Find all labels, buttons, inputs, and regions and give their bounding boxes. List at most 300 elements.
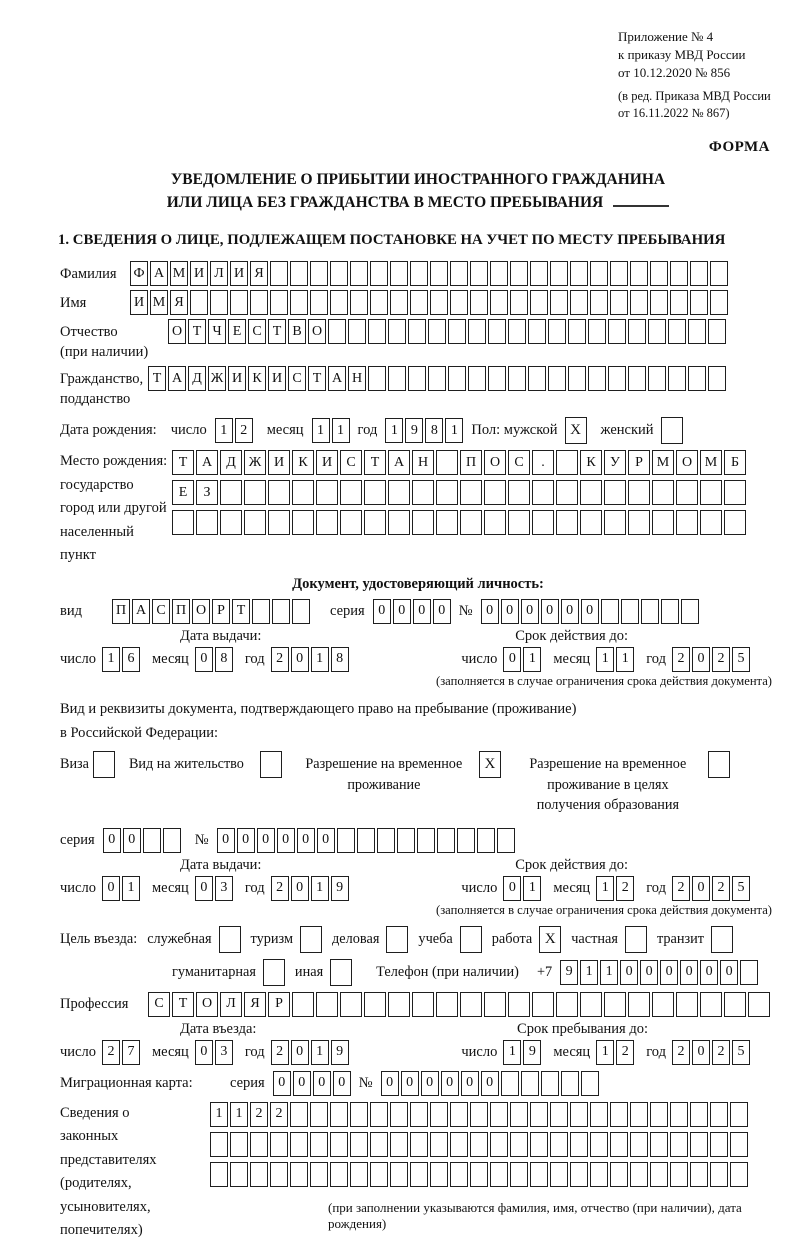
char-cell: 0 <box>581 599 599 624</box>
char-cell <box>730 1132 748 1157</box>
char-cell: Д <box>220 450 242 475</box>
char-cell: О <box>676 450 698 475</box>
expiry-month-boxes[interactable] <box>596 647 634 672</box>
char-cell <box>590 1162 608 1187</box>
char-cell: 0 <box>640 960 658 985</box>
purpose-humanitarian-checkbox[interactable] <box>263 959 285 986</box>
char-cell <box>316 510 338 535</box>
char-cell <box>430 1132 448 1157</box>
char-cell <box>532 992 554 1017</box>
birthplace-labels: Место рождения: государство город или другой населенный пункт <box>60 453 168 564</box>
char-cell: 8 <box>215 647 233 672</box>
char-cell <box>724 992 746 1017</box>
purpose-business-label: деловая <box>332 930 380 947</box>
char-cell <box>508 319 526 344</box>
char-cell: Н <box>348 366 366 391</box>
month-label: месяц <box>151 650 189 667</box>
appendix-line: Приложение № 4 <box>618 29 714 44</box>
edition-line: от 16.11.2022 № 867) <box>618 106 730 121</box>
char-cell: 0 <box>297 828 315 853</box>
char-cell: 2 <box>672 876 690 901</box>
purpose-private-checkbox[interactable] <box>625 926 647 953</box>
entry-date-headings <box>60 1021 776 1038</box>
char-cell <box>364 480 386 505</box>
char-cell <box>652 510 674 535</box>
representatives-footnote: (при заполнении указываются фамилия, имя, отчество (при наличии), дата рождения) <box>328 1199 742 1231</box>
char-cell <box>581 1071 599 1096</box>
char-cell: Т <box>172 450 194 475</box>
purpose-work-label: работа <box>491 930 533 947</box>
char-cell <box>630 1132 648 1157</box>
citizenship-row <box>60 366 776 409</box>
form-title-line1: УВЕДОМЛЕНИЕ О ПРИБЫТИИ ИНОСТРАННОГО ГРАЖДАНИНА <box>170 170 666 188</box>
phone-prefix: +7 <box>536 963 553 980</box>
char-cell: С <box>288 366 306 391</box>
name-label: Имя <box>60 295 87 312</box>
residence-issue-day-boxes[interactable] <box>102 876 140 901</box>
char-cell: 1 <box>312 418 330 443</box>
entry-day-boxes[interactable] <box>102 1040 140 1065</box>
char-cell: 1 <box>215 418 233 443</box>
form-title-line2: ИЛИ ЛИЦА БЕЗ ГРАЖДАНСТВА В МЕСТО ПРЕБЫВАНИЯ <box>60 191 776 214</box>
char-cell: 2 <box>616 876 634 901</box>
doc-number-boxes[interactable] <box>481 599 699 624</box>
birthplace-row-3[interactable] <box>172 510 746 535</box>
issue-month-boxes[interactable] <box>195 647 233 672</box>
residence-permit-checkbox[interactable] <box>260 751 282 778</box>
char-cell <box>580 992 602 1017</box>
char-cell <box>508 480 530 505</box>
purpose-humanitarian-label: гуманитарная <box>172 963 256 980</box>
patronymic-label: Отчество (при наличии) <box>60 324 149 360</box>
purpose-row-2 <box>172 959 776 986</box>
char-cell <box>570 290 588 315</box>
residence-series-label: серия <box>60 831 95 848</box>
char-cell <box>730 1162 748 1187</box>
char-cell <box>270 1162 288 1187</box>
char-cell <box>310 290 328 315</box>
char-cell: 0 <box>461 1071 479 1096</box>
char-cell: 2 <box>712 876 730 901</box>
validity-note: (заполняется в случае ограничения срока действия документа) <box>436 673 772 688</box>
residence-issue-month-boxes[interactable] <box>195 876 233 901</box>
char-cell: 2 <box>672 1040 690 1065</box>
migration-card-label: Миграционная карта: <box>60 1074 193 1091</box>
char-cell: Т <box>232 599 250 624</box>
year-label: год <box>244 650 265 667</box>
char-cell <box>580 480 602 505</box>
residence-issue-year-boxes[interactable] <box>271 876 349 901</box>
surname-boxes[interactable] <box>130 261 728 286</box>
char-cell <box>641 599 659 624</box>
char-cell <box>676 510 698 535</box>
char-cell: 1 <box>523 876 541 901</box>
char-cell: 0 <box>413 599 431 624</box>
char-cell <box>350 290 368 315</box>
year-label: год <box>646 1043 666 1060</box>
char-cell: Р <box>628 450 650 475</box>
char-cell <box>648 366 666 391</box>
char-cell: 0 <box>273 1071 291 1096</box>
char-cell <box>316 480 338 505</box>
residence-number-boxes[interactable] <box>217 828 515 853</box>
char-cell: 0 <box>441 1071 459 1096</box>
char-cell: Я <box>244 992 266 1017</box>
char-cell: А <box>388 450 410 475</box>
char-cell <box>368 319 386 344</box>
char-cell <box>681 599 699 624</box>
char-cell: 9 <box>331 1040 349 1065</box>
char-cell <box>252 599 270 624</box>
entry-date-heading: Дата въезда: <box>180 1020 257 1037</box>
char-cell: 2 <box>271 647 289 672</box>
residence-expiry-day-boxes[interactable] <box>503 876 541 901</box>
doc-series-boxes[interactable] <box>373 599 451 624</box>
char-cell: К <box>292 450 314 475</box>
char-cell <box>580 510 602 535</box>
char-cell: 0 <box>291 876 309 901</box>
profession-label: Профессия <box>60 995 129 1012</box>
char-cell: К <box>248 366 266 391</box>
char-cell: И <box>268 366 286 391</box>
char-cell <box>292 510 314 535</box>
expiry-year-boxes[interactable] <box>672 647 750 672</box>
char-cell <box>628 510 650 535</box>
entry-month-boxes[interactable] <box>195 1040 233 1065</box>
char-cell <box>630 290 648 315</box>
char-cell <box>588 366 606 391</box>
migcard-number-boxes[interactable] <box>381 1071 599 1096</box>
char-cell <box>590 290 608 315</box>
residence-series-boxes[interactable] <box>103 828 181 853</box>
entry-year-boxes[interactable] <box>271 1040 349 1065</box>
char-cell: С <box>148 992 170 1017</box>
char-cell <box>410 1162 428 1187</box>
month-label: месяц <box>553 1043 591 1060</box>
char-cell: 5 <box>732 647 750 672</box>
char-cell: А <box>132 599 150 624</box>
char-cell <box>610 1102 628 1127</box>
char-cell: 5 <box>732 876 750 901</box>
char-cell <box>410 261 428 286</box>
char-cell <box>350 1162 368 1187</box>
char-cell <box>388 480 410 505</box>
char-cell <box>412 992 434 1017</box>
char-cell <box>470 290 488 315</box>
char-cell <box>604 480 626 505</box>
char-cell: 3 <box>215 876 233 901</box>
doc-kind-boxes[interactable] <box>112 599 310 624</box>
birth-month-boxes[interactable] <box>312 418 350 443</box>
char-cell <box>510 261 528 286</box>
residence-permit-option <box>129 751 282 778</box>
char-cell: 0 <box>195 1040 213 1065</box>
char-cell <box>340 480 362 505</box>
char-cell: И <box>230 261 248 286</box>
char-cell <box>561 1071 579 1096</box>
char-cell <box>330 1102 348 1127</box>
char-cell: 0 <box>277 828 295 853</box>
char-cell: 0 <box>291 1040 309 1065</box>
identity-doc-row <box>60 599 776 624</box>
char-cell <box>196 510 218 535</box>
char-cell: 0 <box>561 599 579 624</box>
char-cell: 0 <box>401 1071 419 1096</box>
char-cell: 0 <box>700 960 718 985</box>
char-cell: 2 <box>271 876 289 901</box>
temp-permit-edu-checkbox[interactable] <box>708 751 730 778</box>
char-cell <box>340 992 362 1017</box>
char-cell: Т <box>268 319 286 344</box>
char-cell <box>690 261 708 286</box>
year-label: год <box>646 879 666 896</box>
char-cell <box>350 261 368 286</box>
char-cell <box>590 1102 608 1127</box>
char-cell <box>700 510 722 535</box>
char-cell: Д <box>188 366 206 391</box>
residence-number-label: № <box>194 831 209 848</box>
residence-expiry-month-boxes[interactable] <box>596 876 634 901</box>
char-cell <box>604 992 626 1017</box>
phone-boxes[interactable] <box>560 960 758 985</box>
char-cell: К <box>580 450 602 475</box>
char-cell: С <box>508 450 530 475</box>
char-cell: 0 <box>692 647 710 672</box>
char-cell <box>690 290 708 315</box>
char-cell: П <box>112 599 130 624</box>
char-cell: 1 <box>596 876 614 901</box>
sex-male-checkbox[interactable]: X <box>565 417 587 444</box>
purpose-other-checkbox[interactable] <box>330 959 352 986</box>
char-cell <box>604 510 626 535</box>
char-cell <box>690 1162 708 1187</box>
char-cell <box>688 366 706 391</box>
representatives-row-2[interactable] <box>210 1132 776 1157</box>
char-cell <box>468 366 486 391</box>
char-cell: 8 <box>331 647 349 672</box>
year-label: год <box>244 879 265 896</box>
char-cell <box>530 290 548 315</box>
char-cell <box>670 1102 688 1127</box>
char-cell: 0 <box>257 828 275 853</box>
birth-day-boxes[interactable] <box>215 418 253 443</box>
char-cell <box>521 1071 539 1096</box>
char-cell: 0 <box>381 1071 399 1096</box>
char-cell <box>377 828 395 853</box>
char-cell: Л <box>220 992 242 1017</box>
char-cell: 1 <box>210 1102 228 1127</box>
char-cell: 0 <box>720 960 738 985</box>
birth-year-boxes[interactable] <box>385 418 463 443</box>
char-cell: П <box>172 599 190 624</box>
stay-year-boxes[interactable] <box>672 1040 750 1065</box>
char-cell <box>268 510 290 535</box>
char-cell <box>244 510 266 535</box>
char-cell <box>568 366 586 391</box>
section1-heading: 1. СВЕДЕНИЯ О ЛИЦЕ, ПОДЛЕЖАЩЕМ ПОСТАНОВКЕ НА УЧЕТ ПО МЕСТУ ПРЕБЫВАНИЯ <box>58 232 726 249</box>
purpose-work-checkbox[interactable]: X <box>539 926 561 953</box>
patronymic-boxes[interactable] <box>168 319 726 344</box>
entry-date-group <box>60 1040 349 1065</box>
sex-female-checkbox[interactable] <box>661 417 683 444</box>
birthplace-row-1[interactable] <box>172 450 746 475</box>
residence-series-row <box>60 828 776 853</box>
temp-permit-edu-label: Разрешение на временное проживание в целях получения образования <box>529 756 687 814</box>
char-cell <box>532 480 554 505</box>
char-cell <box>428 366 446 391</box>
char-cell <box>568 319 586 344</box>
expiry-date-heading: Срок действия до: <box>515 856 628 873</box>
profession-boxes[interactable] <box>148 992 770 1017</box>
char-cell <box>708 319 726 344</box>
char-cell <box>340 510 362 535</box>
char-cell <box>676 992 698 1017</box>
entry-dates-row <box>60 1040 776 1065</box>
char-cell: 1 <box>503 1040 521 1065</box>
birthplace-row-2[interactable] <box>172 480 746 505</box>
char-cell <box>364 992 386 1017</box>
stay-month-boxes[interactable] <box>596 1040 634 1065</box>
purpose-transit-checkbox[interactable] <box>711 926 733 953</box>
char-cell <box>450 261 468 286</box>
char-cell <box>588 319 606 344</box>
char-cell <box>450 1102 468 1127</box>
month-label: месяц <box>151 879 189 896</box>
char-cell <box>650 1102 668 1127</box>
char-cell <box>510 1162 528 1187</box>
temp-permit-checkbox[interactable]: X <box>479 751 501 778</box>
char-cell <box>484 992 506 1017</box>
char-cell <box>370 261 388 286</box>
purpose-tourism-checkbox[interactable] <box>300 926 322 953</box>
char-cell <box>688 319 706 344</box>
char-cell <box>390 1162 408 1187</box>
char-cell: 1 <box>230 1102 248 1127</box>
char-cell <box>710 261 728 286</box>
char-cell <box>460 480 482 505</box>
day-label: число <box>461 879 498 896</box>
char-cell: 1 <box>311 876 329 901</box>
char-cell: П <box>460 450 482 475</box>
char-cell <box>350 1102 368 1127</box>
char-cell: 0 <box>333 1071 351 1096</box>
char-cell: А <box>328 366 346 391</box>
char-cell: 7 <box>122 1040 140 1065</box>
month-label: месяц <box>266 422 304 439</box>
char-cell <box>430 1162 448 1187</box>
char-cell <box>143 828 161 853</box>
char-cell: М <box>170 261 188 286</box>
char-cell: 0 <box>680 960 698 985</box>
purpose-study-label: учеба <box>418 930 453 947</box>
char-cell: А <box>196 450 218 475</box>
char-cell <box>652 480 674 505</box>
char-cell <box>250 1132 268 1157</box>
char-cell: 2 <box>616 1040 634 1065</box>
edition-line: (в ред. Приказа МВД России <box>618 88 771 103</box>
char-cell <box>428 319 446 344</box>
char-cell: С <box>152 599 170 624</box>
citizenship-boxes[interactable] <box>148 366 726 391</box>
char-cell: О <box>196 992 218 1017</box>
char-cell <box>270 290 288 315</box>
char-cell <box>670 290 688 315</box>
char-cell: Н <box>412 450 434 475</box>
char-cell: 1 <box>616 647 634 672</box>
char-cell: 0 <box>217 828 235 853</box>
char-cell <box>590 1132 608 1157</box>
purpose-row-1 <box>60 926 776 953</box>
char-cell <box>436 450 458 475</box>
identity-dates-row <box>60 647 776 672</box>
purpose-business-checkbox[interactable] <box>386 926 408 953</box>
char-cell: 0 <box>503 647 521 672</box>
char-cell <box>388 319 406 344</box>
char-cell <box>610 1162 628 1187</box>
representatives-row-1[interactable] <box>210 1102 776 1127</box>
char-cell: 0 <box>421 1071 439 1096</box>
char-cell: 6 <box>122 647 140 672</box>
issue-day-boxes[interactable] <box>102 647 140 672</box>
char-cell <box>370 1132 388 1157</box>
char-cell <box>470 1102 488 1127</box>
char-cell <box>740 960 758 985</box>
char-cell: 1 <box>102 647 120 672</box>
char-cell <box>630 1162 648 1187</box>
char-cell <box>708 366 726 391</box>
representatives-block <box>60 1102 776 1243</box>
residence-intro: Вид и реквизиты документа, подтверждающего право на пребывание (проживание) в Российской Федерации: <box>60 700 577 742</box>
char-cell <box>652 992 674 1017</box>
char-cell <box>163 828 181 853</box>
char-cell: 0 <box>541 599 559 624</box>
issue-year-boxes[interactable] <box>271 647 349 672</box>
char-cell <box>388 992 410 1017</box>
char-cell <box>570 1162 588 1187</box>
char-cell: 2 <box>250 1102 268 1127</box>
char-cell <box>350 1132 368 1157</box>
char-cell: 0 <box>692 1040 710 1065</box>
char-cell: 8 <box>425 418 443 443</box>
residence-expiry-year-boxes[interactable] <box>672 876 750 901</box>
purpose-study-checkbox[interactable] <box>460 926 482 953</box>
purpose-official-checkbox[interactable] <box>219 926 241 953</box>
char-cell <box>430 261 448 286</box>
char-cell <box>510 1132 528 1157</box>
visa-checkbox[interactable] <box>93 751 115 778</box>
char-cell <box>270 1132 288 1157</box>
char-cell <box>550 261 568 286</box>
char-cell <box>410 1102 428 1127</box>
char-cell <box>190 290 208 315</box>
char-cell: У <box>604 450 626 475</box>
month-label: месяц <box>553 650 591 667</box>
char-cell <box>390 290 408 315</box>
char-cell <box>290 1132 308 1157</box>
stay-day-boxes[interactable] <box>503 1040 541 1065</box>
expiry-date-group <box>461 647 750 672</box>
char-cell <box>488 319 506 344</box>
char-cell <box>412 510 434 535</box>
representatives-row-3[interactable] <box>210 1162 776 1187</box>
char-cell <box>532 510 554 535</box>
name-boxes[interactable] <box>130 290 728 315</box>
temp-permit-edu-option <box>515 751 730 816</box>
stay-until-heading: Срок пребывания до: <box>517 1020 648 1037</box>
migcard-series-boxes[interactable] <box>273 1071 351 1096</box>
residence-expiry-group <box>461 876 750 901</box>
expiry-day-boxes[interactable] <box>503 647 541 672</box>
